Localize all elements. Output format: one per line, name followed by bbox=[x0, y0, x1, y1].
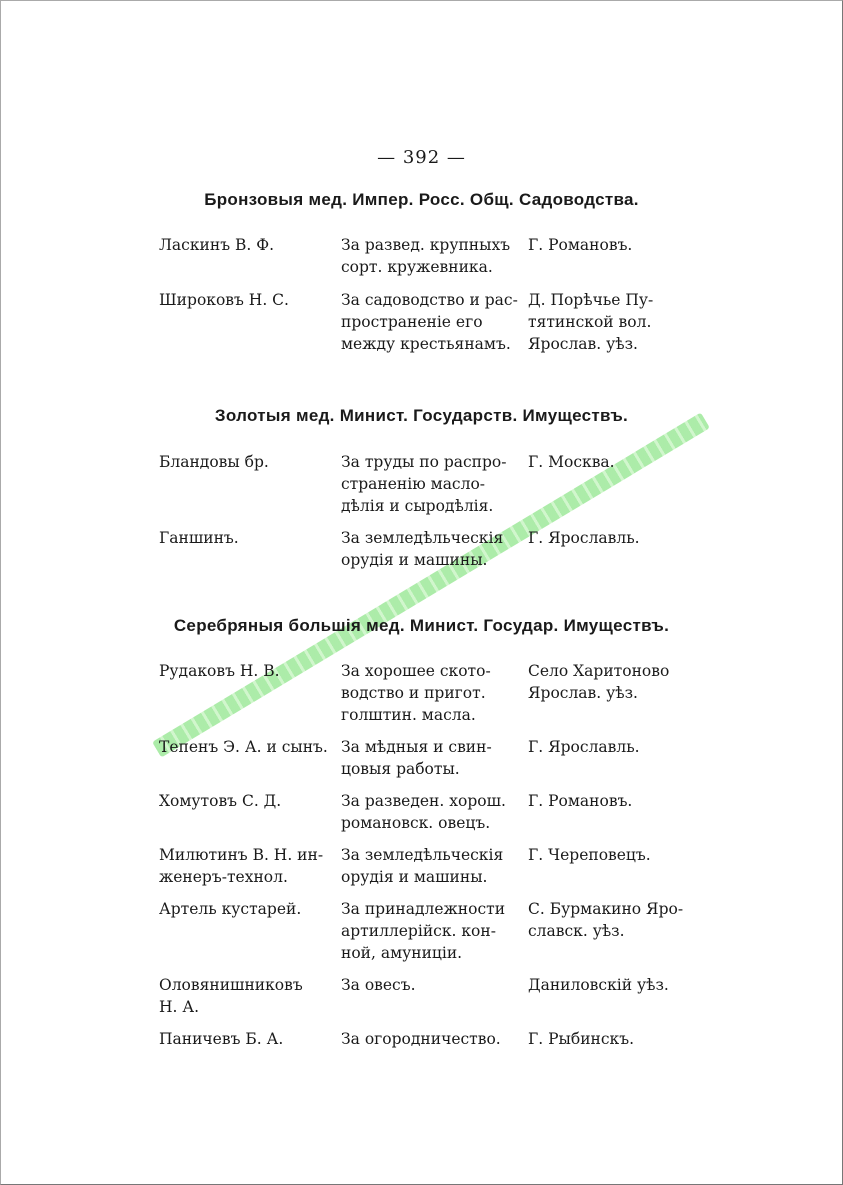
recipient-place: Г. Ярославль. bbox=[528, 529, 640, 547]
award-reason: За труды по распро- страненію масло- дѣлія и сыродѣлія. bbox=[341, 453, 507, 515]
recipient-name: Рудаковъ Н. В. bbox=[159, 662, 280, 680]
recipient-name: Бландовы бр. bbox=[159, 453, 269, 471]
recipient-name: Хомутовъ С. Д. bbox=[159, 792, 282, 810]
award-reason: За разведен. хорош. романовск. овецъ. bbox=[341, 792, 506, 832]
award-reason: За огородничество. bbox=[341, 1030, 501, 1048]
recipient-name: Ганшинъ. bbox=[159, 529, 239, 547]
award-reason: За садоводство и рас- пространеніе его между крестьянамъ. bbox=[341, 291, 518, 353]
recipient-place: Г. Романовъ. bbox=[528, 236, 633, 254]
recipient-place: Даниловскій уѣз. bbox=[528, 976, 669, 994]
recipient-name: Паничевъ Б. А. bbox=[159, 1030, 284, 1048]
page-number: — 392 — bbox=[377, 147, 466, 168]
recipient-name: Оловянишниковъ Н. А. bbox=[159, 976, 303, 1016]
recipient-name: Ласкинъ В. Ф. bbox=[159, 236, 275, 254]
recipient-place: Г. Ярославль. bbox=[528, 738, 640, 756]
section-heading-gold: Золотыя мед. Минист. Государств. Имуществъ. bbox=[214, 406, 629, 425]
recipient-place: Г. Романовъ. bbox=[528, 792, 633, 810]
recipient-name: Милютинъ В. Н. ин- женеръ-технол. bbox=[159, 846, 324, 886]
recipient-place: Село Харитоново Ярослав. уѣз. bbox=[528, 662, 670, 702]
award-reason: За хорошее ското- водство и пригот. голштин. масла. bbox=[341, 662, 491, 724]
recipient-place: Г. Рыбинскъ. bbox=[528, 1030, 635, 1048]
award-reason: За мѣдныя и свин- цовыя работы. bbox=[341, 738, 492, 778]
recipient-place: Г. Череповецъ. bbox=[528, 846, 651, 864]
award-reason: За земледѣльческія орудія и машины. bbox=[341, 846, 504, 886]
award-reason: За овесъ. bbox=[341, 976, 416, 994]
section-heading-bronze: Бронзовыя мед. Импер. Росс. Общ. Садоводства. bbox=[204, 190, 639, 209]
recipient-name: Тепенъ Э. А. и сынъ. bbox=[159, 738, 328, 756]
recipient-place: С. Бурмакино Яро- славск. уѣз. bbox=[528, 900, 684, 940]
recipient-place: Г. Москва. bbox=[528, 453, 615, 471]
section-heading-silver: Серебряныя большія мед. Минист. Государ. Имуществъ. bbox=[173, 616, 670, 635]
award-reason: За земледѣльческія орудія и машины. bbox=[341, 529, 504, 569]
recipient-name: Артель кустарей. bbox=[159, 900, 302, 918]
award-reason: За принадлежности артиллерійск. кон- ной, амуниціи. bbox=[341, 900, 506, 962]
recipient-place: Д. Порѣчье Пу- тятинской вол. Ярослав. уѣз. bbox=[528, 291, 654, 353]
recipient-name: Широковъ Н. С. bbox=[159, 291, 289, 309]
award-reason: За развед. крупныхъ сорт. кружевника. bbox=[341, 236, 511, 276]
